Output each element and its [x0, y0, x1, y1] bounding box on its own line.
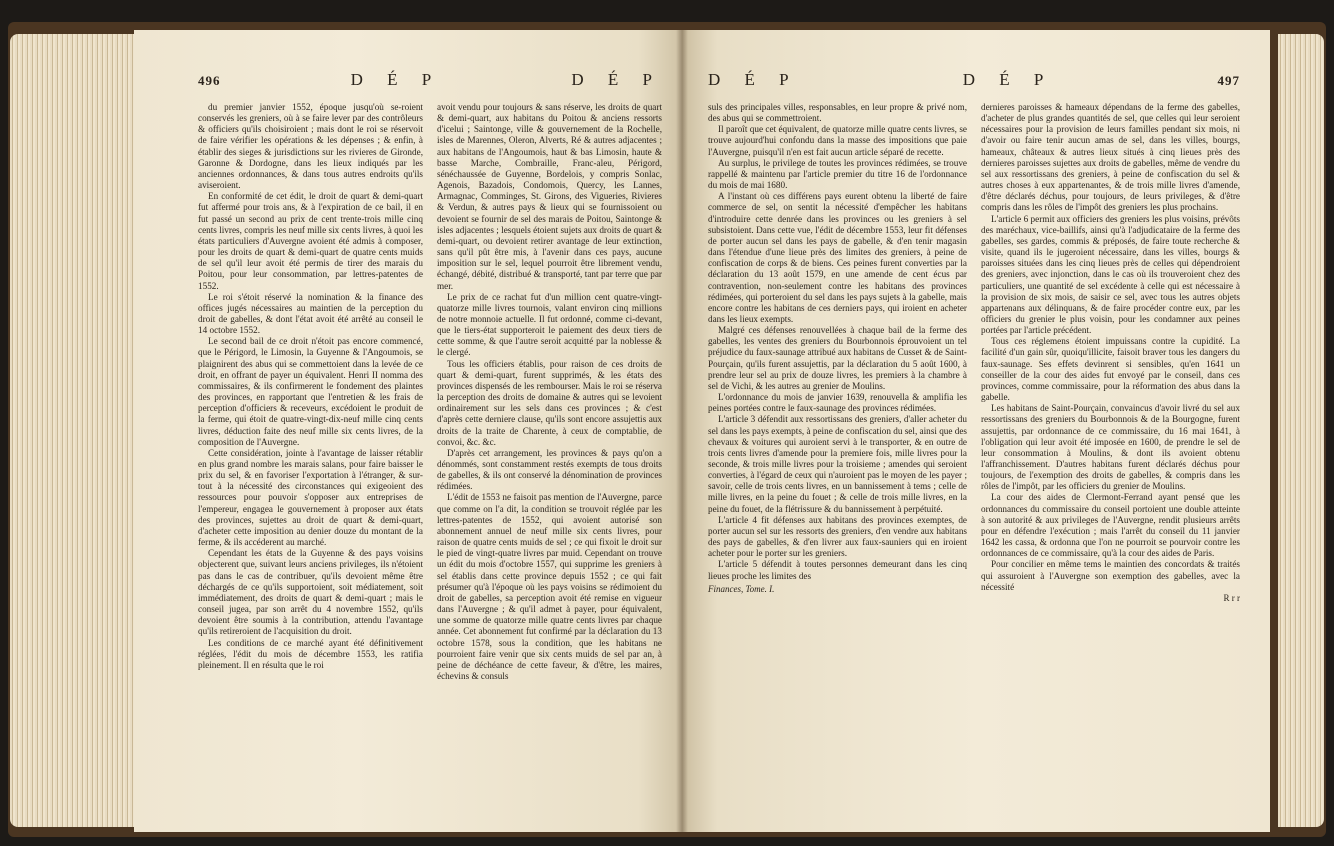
paragraph: Tous ces réglemens étoient impuissans contre la cupidité. La facilité d'un gain sûr, quoiqu'illicite, faisoit braver tous les dangers du faux-saunage. Ses effets devinrent si sensibles, qu'en 1641 un conseiller de la cour des aides fut envoyé par le conseil, dans ces provinces, comme commissaire, pour la réformation des abus dans la gabelle. — [981, 336, 1240, 403]
running-head: D É P — [708, 70, 799, 89]
right-page — [682, 30, 1270, 832]
text-column — [437, 102, 662, 682]
signature-mark: R r r — [1223, 592, 1240, 603]
paragraph: Cependant les états de la Guyenne & des pays voisins objecterent que, suivant leurs anciens privileges, ils n'étoient pas dans le cas de contribuer, qu'ils devoient même être déchargés de ce qu'ils supportoient, soit médiatement, soit immédiatement, des droits de quart & demi-quart ; mais le conseil jugea, par son arrêt du 4 novembre 1552, qu'ils devoient être soumis à la contribution, attendu l'avantage qu'ils retireroient de l'acquisition du droit. — [198, 548, 423, 637]
paragraph: Le roi s'étoit réservé la nomination & la finance des offices jugés nécessaires au maintien de la perception du droit de gabelles, & dont l'état avoit été arrêté au conseil le 14 octobre 1552. — [198, 291, 423, 336]
page-number: 497 — [1217, 73, 1240, 88]
paragraph: Tous les officiers établis, pour raison de ces droits de quart & demi-quart, furent supprimés, & les états des provinces dispensés de les rembourser. Mais le roi se réserva la perception des droits de domaine & autres qui se levoient ordinairement sur les sels dans ces provinces ; & c'est d'après cette derniere clause, qu'ils sont encore assujettis aux droits de la traite de Charente, à ceux de comptablie, de convoi, &c. &c. — [437, 358, 662, 447]
paragraph: Le prix de ce rachat fut d'un million cent quatre-vingt-quatorze mille livres tournois, valant environ cinq millions de notre monnoie actuelle. Il fut ordonné, comme ci-devant, que le tiers-état supporteroit le paiement des deux tiers de cette somme, & que l'autre seroit acquitté par la noblesse & le clergé. — [437, 291, 662, 358]
paragraph: En conformité de cet édit, le droit de quart & demi-quart fut affermé pour trois ans, & à l'expiration de ce bail, il en fut passé un second au prix de cent trente-trois mille cinq cents livres, compris les neuf mille six cents livres, à quoi les états particuliers d'Auvergne avoient été admis à composer, pour les droits de quart & demi-quart de quatre cents muids de sel qu'il leur avoit été permis de tirer des marais du Poitou, pour leur consommation, par lettres-patentes de 1552. — [198, 191, 423, 291]
page-edges-right — [1278, 34, 1324, 827]
paragraph: L'article 6 permit aux officiers des greniers les plus voisins, prévôts des maréchaux, vice-baillifs, ainsi qu'à l'adjudicataire de la ferme des gabelles, ses gardes, commis & préposés, de faire toute recherche & visite, quand ils le jugeroient nécessaire, dans les villes, bourgs & paroisses situées dans les cinq lieues près de celles qui dépendroient des greniers, avec injonction, dans le cas où ils trouveroient chez des particuliers, une quantité de sel excédente à celle qui est nécessaire à la provision de six mois, de saisir ce sel, avec tous les autres objets appartenans aux délinquans, & de faire procéder contre eux, par les officiers du grenier le plus voisin, pour les condamner aux peines portées par l'article précédent. — [981, 213, 1240, 336]
paragraph: dernieres paroisses & hameaux dépendans de la ferme des gabelles, d'acheter de plus grandes quantités de sel, que celles qui leur seroient nécessaires pour la provision de leurs familles pendant six mois, ni d'avoir ou faire tenir aucun amas de sel, dans les villes, bourgs, hameaux, châteaux & autres lieux situés à cinq lieues près des dernieres paroisses sujettes aux droits de gabelles, même de vendre du sel aux ressortissans des greniers, à peine de confiscation du sel & autres choses à eux appartenantes, & de trois mille livres d'amende, d'être déclarés déchus, pour toujours, de leurs privileges, & d'être compris dans les rôles de l'impôt des greniers les plus prochains. — [981, 102, 1240, 213]
paragraph: Malgré ces défenses renouvellées à chaque bail de la ferme des gabelles, les ventes des greniers du Bourbonnois éprouvoient un tel préjudice du faux-saunage attribué aux habitans de Cusset & de Saint-Pourçain, qu'ils furent assujettis, par la déclaration du 5 août 1600, à prendre leur sel au prix de douze livres, les premiers à la chambre à sel de Vichi, & les autres au grenier de Moulins. — [708, 325, 967, 391]
paragraph: avoit vendu pour toujours & sans réserve, les droits de quart & demi-quart, aux habitans du Poitou & anciens ressorts d'icelui ; Saintonge, ville & gouvernement de la Rochelle, isles de Marennes, Oleron, Alverts, Ré & autres adjacentes ; aux habitans de l'Angoumois, haut & bas Limosin, haute & basse Marche, Combraille, Franc-aleu, Périgord, sénéchaussée de Guyenne, Bordelois, y compris Sonlac, Agenois, Bazadois, Condomois, Quercy, les Lannes, Armagnac, Comminges, St. Girons, des Vigueries, Rivieres & Verdun, & autres pays & lieux qui se fournissoient ou devoient se fournir de sel des marais de Poitou, Saintonge & isles adjacentes ; lesquels étoient sujets aux droits de quart & demi-quart, ou devoient retirer avantage de leur extinction, sans qu'il pût être mis, à l'avenir dans ces pays, aucune imposition sur le sel, lequel pourroit être librement vendu, échangé, débité, distribué & transporté, tant par terre que par mer. — [437, 102, 662, 291]
book-gutter — [676, 30, 688, 832]
right-page-header — [708, 70, 1240, 96]
paragraph: Les habitans de Saint-Pourçain, convaincus d'avoir livré du sel aux ressortissans des greniers du Bourbonnois & de la Bourgogne, furent assujettis, par ordonnance de ce commissaire, du 16 mai 1641, à l'obligation qui leur avoit été imposée en 1600, de prendre le sel de leur consommation à Moulins, & dont ils avoient obtenu l'affranchissement. D'autres habitans furent déclarés déchus pour toujours, de l'exemption des droits de gabelles, & compris dans les rôles de l'impôt, par les officiers du grenier de Moulins. — [981, 403, 1240, 492]
paragraph: La cour des aides de Clermont-Ferrand ayant pensé que les ordonnances du commissaire du conseil portoient une double atteinte à son autorité & aux privileges de l'Auvergne, rendit plusieurs arrêts pour en défendre l'exécution ; mais l'arrêt du conseil du 11 janvier 1642 les cassa, & ordonna que l'on ne pourroit se pourvoir contre les ordonnances de ce commissaire, qu'à la cour des aides de Paris. — [981, 492, 1240, 559]
paragraph: D'après cet arrangement, les provinces & pays qu'on a dénommés, sont constamment restés exempts de tous droits de gabelles, & ils ont conservé la dénomination de provinces rédimées. — [437, 447, 662, 492]
paragraph: A l'instant où ces différens pays eurent obtenu la liberté de faire commerce de sel, on sentit la nécessité d'empêcher les habitans d'introduire cette denrée dans les provinces ou les greniers à sel subsistoient. Dans cette vue, l'édit de décembre 1553, leur fit défenses de porter aucun sel dans les pays de gabelle, & d'en tenir magasin dans l'étendue d'une lieue près des limites des greniers, à peine de confiscation de corps & de biens. Ces peines furent converties par la déclaration du 13 août 1579, en une amende de cent écus par contravention, non-seulement contre les habitans des provinces rédimées, qui porteroient du sel dans les pays sujets à la gabelle, mais encore contre les habitans de ces derniers pays, qui iroient en acheter dans les lieux exempts. — [708, 191, 967, 324]
left-page — [134, 30, 682, 832]
running-head: D É P — [571, 70, 662, 89]
paragraph: Pour concilier en même tems le maintien des concordats & traités qui assuroient à l'Auvergne son exemption des gabelles, avec la nécessité — [981, 559, 1240, 592]
paragraph: Au surplus, le privilege de toutes les provinces rédimées, se trouve rappellé & maintenu par l'article premier du titre 16 de l'ordonnance du mois de mai 1680. — [708, 157, 967, 191]
text-column — [198, 102, 423, 682]
running-head: D É P — [962, 70, 1054, 89]
paragraph: L'ordonnance du mois de janvier 1639, renouvella & amplifia les peines portées contre le faux-saunage des provinces rédimées. — [708, 392, 967, 414]
paragraph: L'article 5 défendit à toutes personnes demeurant dans les cinq lieues proche les limites des — [708, 559, 967, 581]
text-column — [708, 102, 967, 604]
paragraph: suls des principales villes, responsables, en leur propre & privé nom, des abus qui se commettroient. — [708, 102, 967, 124]
page-edges-left — [10, 34, 138, 827]
paragraph: Les conditions de ce marché ayant été définitivement réglées, l'édit du mois de décembre 1553, les ratifia pleinement. Il en résulta que le roi — [198, 637, 423, 670]
paragraph: Il paroît que cet équivalent, de quatorze mille quatre cents livres, se trouve aujourd'hui confondu dans la masse des impositions que paie l'Auvergne, puisqu'il n'en est fait aucun article séparé de recette. — [708, 124, 967, 157]
paragraph: Cette considération, jointe à l'avantage de laisser rétablir en plus grand nombre les marais salans, pour faire baisser le prix du sel, & en favoriser l'exportation à l'étranger, & sur-tout à la nécessité des circonstances qui exigeoient des ressources pour pouvoir s'opposer aux entreprises de l'empereur, engagea le gouvernement à proposer aux états des provinces, sujettes au droit de quart & demi-quart, d'acheter cette imposition au denier douze du montant de la ferme, & ils accéderent au marché. — [198, 447, 423, 548]
paragraph: L'édit de 1553 ne faisoit pas mention de l'Auvergne, parce que comme on l'a dit, la condition se trouvoit réglée par les lettres-patentes de 1552, qui avoient autorisé son abonnement annuel de neuf mille six cents livres, pour raison de quatre cents muids de sel ; ce qui fixoit le droit sur le pied de vingt-quatre livres par muid. Cependant on trouve un édit du mois d'octobre 1557, qui supprime les greniers à sel établis dans cette province depuis 1552 ; ce qui fait présumer qu'à l'époque où les pays voisins se rédimoient du droit de gabelles, sa perception avoit été remise en vigueur dans l'Auvergne ; & qu'il admet à payer, pour équivalent, une somme de quatorze mille quatre cents livres par chaque année. Cet abonnement fut confirmé par la déclaration du 13 octobre 1578, sous la condition, que les habitans ne pourroient faire venir que six cents muids de sel par an, à peine de déchéance de cette faveur, & d'être, les maires, échevins & consuls — [437, 492, 662, 681]
text-column — [981, 102, 1240, 604]
paragraph: L'article 4 fit défenses aux habitans des provinces exemptes, de porter aucun sel sur les ressorts des greniers, d'en vendre aux habitans des pays de gabelles, & d'en livrer aux faux-sauniers qui en iroient acheter pour le porter sur les greniers. — [708, 514, 967, 559]
page-number: 496 — [198, 73, 221, 88]
footer-title: Finances, Tome. I. — [708, 583, 775, 594]
left-page-header — [198, 70, 662, 96]
running-head: D É P — [350, 70, 442, 89]
paragraph: L'article 3 défendit aux ressortissans des greniers, d'aller acheter du sel dans les pays exempts, à peine de confiscation du sel, ainsi que des chevaux & voitures qui auroient servi à le transporter, & en outre de trois cents livres d'amende pour la premiere fois, mille livres pour la seconde, & trois mille livres pour la troisieme ; amendes qui seroient converties, à l'égard de ceux qui n'auroient pas le moyen de les payer ; savoir, celle de trois cents livres, en un bannissement à tems ; celle de mille livres, en la peine du fouet ; & celle de trois mille livres, en la peine du fouet, de la flétrissure & du bannissement à perpétuité. — [708, 414, 967, 514]
paragraph: Le second bail de ce droit n'étoit pas encore commencé, que le Périgord, le Limosin, la Guyenne & l'Angoumois, se plaignirent des abus qui se commettoient dans la levée de ce droit, en offrant de payer un équivalent. Henri II nomma des commissaires, & ils confirmerent le fondement des plaintes des provinces, en rapportant que l'entretien & les frais de perception d'officiers & receveurs, excédoient le produit de la ferme, qui étoit de quatre-vingt-dix-neuf mille cinq cents livres, déduction faite des neuf mille six cents livres, de la composition de l'Auvergne. — [198, 336, 423, 447]
paragraph: du premier janvier 1552, époque jusqu'où se-roient conservés les greniers, où à se faire lever par des contrôleurs & officiers qu'ils choisiroient ; mais dont le roi se réservoit de faire vérifier les opérations & les dépenses ; & enfin, à établir des sieges & jurisdictions sur les rivieres de Gironde, Garonne & Dordogne, dans les lieux indiqués par les anciennes ordonnances, & dans tous autres endroits qu'ils aviseroient. — [198, 102, 423, 191]
